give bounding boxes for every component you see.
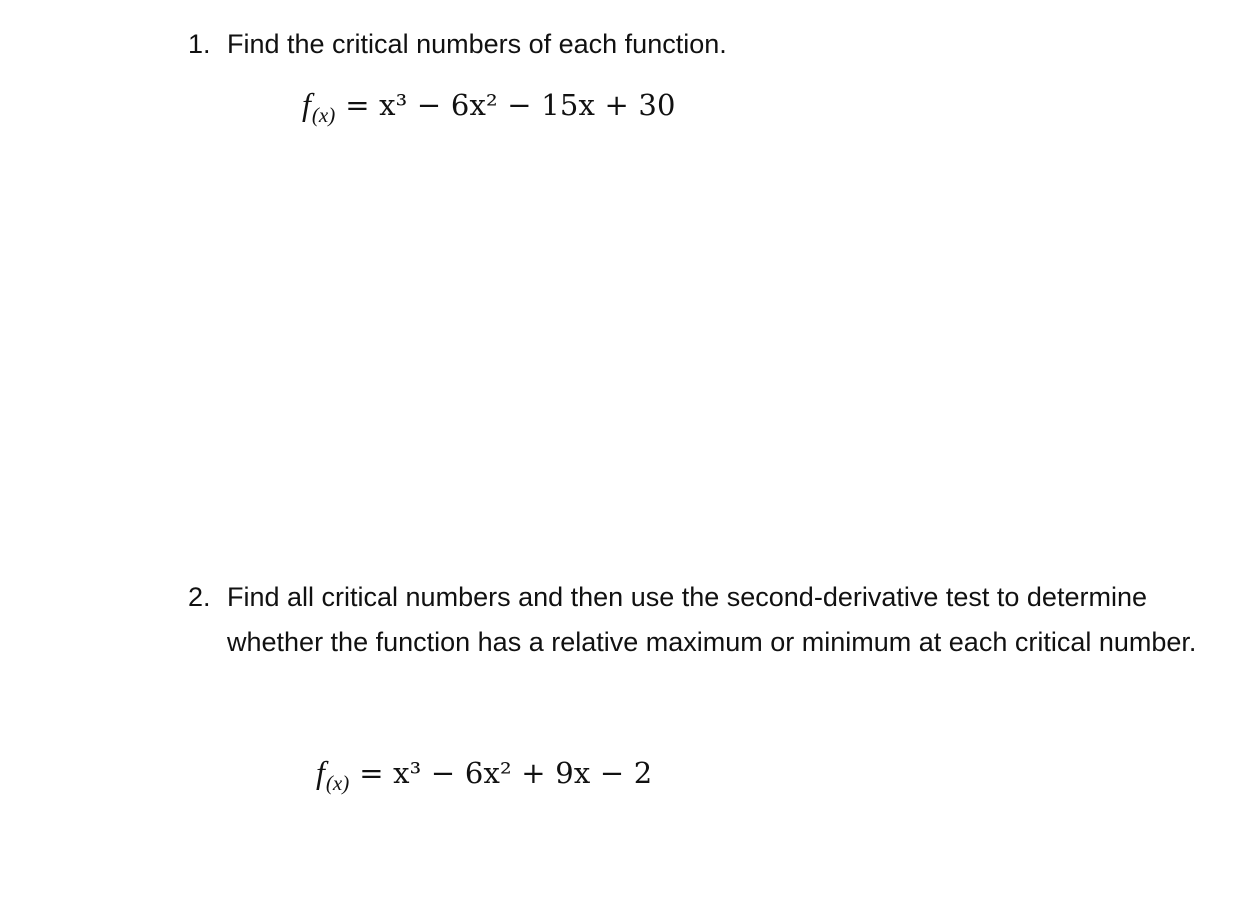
function-name: f — [316, 754, 325, 790]
problem-2-number: 2. — [188, 582, 211, 612]
problem-2-instruction: Find all critical numbers and then use the second-derivative test to determine whether the function has a relative maximum or minimum at each critical number. — [227, 582, 1197, 657]
problem-1 — [188, 22, 1198, 67]
problem-2-equation — [316, 754, 653, 795]
function-argument: (x) — [311, 103, 336, 127]
problem-1-number: 1. — [188, 29, 211, 59]
equation-rhs: = x³ − 6x² − 15x + 30 — [345, 88, 676, 122]
function-argument: (x) — [325, 771, 350, 795]
problem-1-instruction: Find the critical numbers of each function. — [227, 29, 727, 59]
equation-rhs: = x³ − 6x² + 9x − 2 — [359, 756, 653, 790]
function-name: f — [302, 86, 311, 122]
problem-2 — [188, 575, 1198, 664]
problem-1-equation — [302, 86, 676, 127]
